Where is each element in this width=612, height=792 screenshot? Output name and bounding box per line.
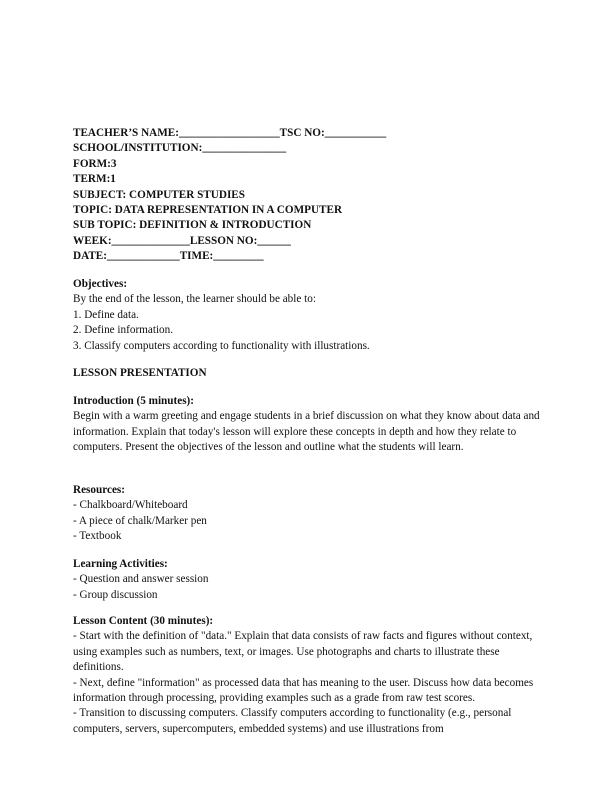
subject-line: SUBJECT: COMPUTER STUDIES xyxy=(73,188,245,201)
content-paragraph: - Transition to discussing computers. Classify computers according to functionality (e.g., personal computers, servers, supercomputers, embedded systems) and use illustrations from xyxy=(73,707,512,735)
objective-line: 1. Define data. xyxy=(73,308,139,321)
activity-item: - Group discussion xyxy=(73,588,158,601)
week-line: WEEK:______________LESSON NO:______ xyxy=(73,234,291,247)
introduction-section xyxy=(73,394,543,456)
resource-item: - Textbook xyxy=(73,530,122,543)
activities-heading: Learning Activities: xyxy=(73,558,168,570)
activity-item: - Question and answer session xyxy=(73,573,209,586)
date-line: DATE:_____________TIME:_________ xyxy=(73,250,264,263)
lesson-content-heading: Lesson Content (30 minutes): xyxy=(73,615,214,627)
resource-item: - A piece of chalk/Marker pen xyxy=(73,514,207,527)
form-line: FORM:3 xyxy=(73,157,117,170)
resources-heading: Resources: xyxy=(73,484,125,496)
content-paragraph: - Next, define "information" as processed data that has meaning to the user. Discuss how data becomes information through processing, providing examples such as a grade from raw test scores. xyxy=(73,676,534,705)
topic-line: TOPIC: DATA REPRESENTATION IN A COMPUTER xyxy=(73,204,343,217)
activities-section xyxy=(73,557,543,603)
header-block xyxy=(73,126,543,265)
objectives-heading: Objectives: xyxy=(73,278,128,290)
objective-line: 3. Classify computers according to functionality with illustrations. xyxy=(73,339,370,352)
objective-line: By the end of the lesson, the learner should be able to: xyxy=(73,293,316,306)
teacher-name-line: TEACHER’S NAME:__________________TSC NO:___________ xyxy=(73,127,387,139)
resources-section xyxy=(73,483,543,545)
introduction-heading: Introduction (5 minutes): xyxy=(73,395,194,407)
lesson-presentation-heading: LESSON PRESENTATION xyxy=(73,367,207,379)
content-paragraph: - Start with the definition of "data." Explain that data consists of raw facts and figures without context, using examples such as numbers, text, or images. Use photographs and charts to illustrate these definitions. xyxy=(73,630,533,674)
term-line: TERM:1 xyxy=(73,173,116,186)
lesson-content-section xyxy=(73,614,543,737)
objectives-section xyxy=(73,277,543,354)
resource-item: - Chalkboard/Whiteboard xyxy=(73,499,188,512)
subtopic-line: SUB TOPIC: DEFINITION & INTRODUCTION xyxy=(73,219,312,232)
objective-line: 2. Define information. xyxy=(73,324,174,337)
school-line: SCHOOL/INSTITUTION:_______________ xyxy=(73,142,287,155)
introduction-text: Begin with a warm greeting and engage students in a brief discussion on what they know about data and information. Explain that today's lesson will explore these concepts in depth and how they relate to computers. Present the objectives of the lesson and outline what the students will learn. xyxy=(73,410,540,454)
